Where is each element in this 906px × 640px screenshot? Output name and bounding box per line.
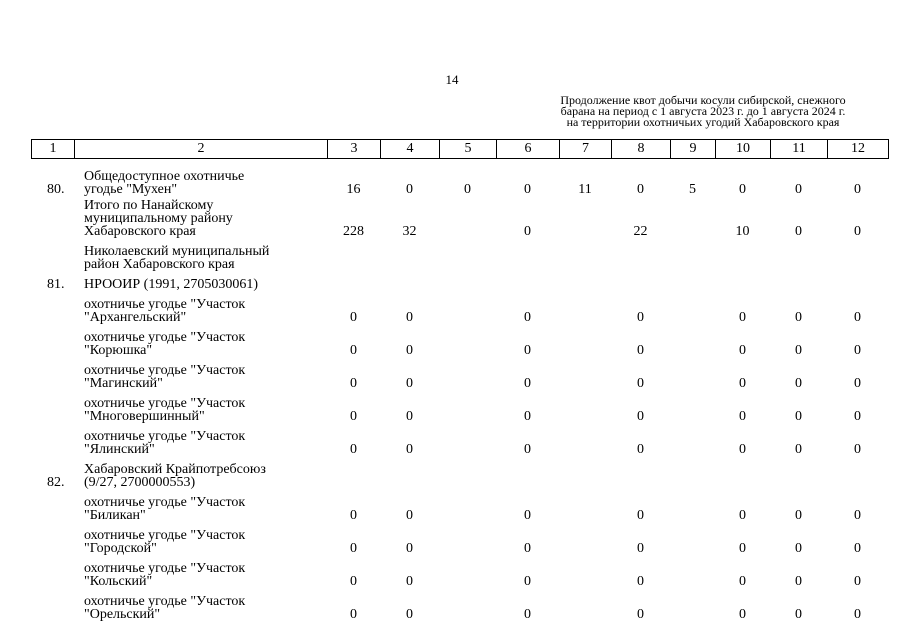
row-name — [74, 196, 327, 238]
cell-col-3: 0 — [350, 376, 357, 391]
cell-col-7 — [559, 390, 611, 423]
cell-col-12: 0 — [854, 409, 861, 424]
cell-col-12: 0 — [854, 343, 861, 358]
row-name-line: "Магинский" — [84, 376, 163, 391]
row-name-line: "Городской" — [84, 541, 157, 556]
cell-col-9: 5 — [689, 182, 696, 197]
cell-col-8 — [611, 456, 670, 489]
cell-col-4 — [380, 271, 439, 291]
cell-col-4: 0 — [406, 376, 413, 391]
cell-col-9 — [670, 291, 715, 324]
cell-col-5 — [439, 423, 496, 456]
column-header-3: 3 — [328, 140, 381, 159]
cell-col-8: 0 — [637, 376, 644, 391]
table-row — [31, 163, 888, 196]
cell-col-10: 10 — [735, 224, 750, 239]
row-number — [31, 291, 74, 324]
table-row — [31, 324, 888, 357]
row-number: 80. — [47, 182, 65, 197]
cell-col-5 — [439, 522, 496, 555]
cell-col-3: 0 — [350, 574, 357, 589]
row-name-line: "Биликан" — [84, 508, 146, 523]
cell-col-7 — [559, 555, 611, 588]
column-header-table — [31, 139, 889, 159]
cell-col-9 — [670, 324, 715, 357]
cell-col-10: 0 — [739, 310, 746, 325]
cell-col-7 — [559, 238, 611, 271]
cell-col-6: 0 — [524, 442, 531, 457]
cell-col-7 — [559, 324, 611, 357]
row-name-line: "Архангельский" — [84, 310, 187, 325]
cell-col-12: 0 — [854, 442, 861, 457]
row-name — [74, 555, 327, 588]
row-number — [31, 489, 74, 522]
column-header-7: 7 — [560, 140, 612, 159]
cell-col-11: 0 — [795, 409, 802, 424]
table-row — [31, 357, 888, 390]
table-row — [31, 423, 888, 456]
row-number — [31, 522, 74, 555]
row-name-line: Общедоступное охотничье — [84, 169, 245, 184]
row-name — [74, 456, 327, 489]
cell-col-8: 0 — [637, 541, 644, 556]
cell-col-9 — [670, 196, 715, 238]
row-name-line: охотничье угодье "Участок — [84, 297, 246, 312]
cell-col-8: 0 — [637, 508, 644, 523]
cell-col-10: 0 — [739, 607, 746, 622]
cell-col-8: 0 — [637, 182, 644, 197]
column-header-9: 9 — [671, 140, 716, 159]
cell-col-12 — [827, 456, 888, 489]
table-row — [31, 555, 888, 588]
row-name-line: охотничье угодье "Участок — [84, 561, 246, 576]
table-row — [31, 522, 888, 555]
row-name-line: угодье "Мухен" — [84, 182, 178, 197]
cell-col-4: 0 — [406, 310, 413, 325]
cell-col-6: 0 — [524, 508, 531, 523]
cell-col-6: 0 — [524, 541, 531, 556]
cell-col-6: 0 — [524, 409, 531, 424]
cell-col-4 — [380, 238, 439, 271]
cell-col-10: 0 — [739, 508, 746, 523]
table-row — [31, 271, 888, 291]
cell-col-11: 0 — [795, 607, 802, 622]
table-row — [31, 238, 888, 271]
cell-col-11: 0 — [795, 224, 802, 239]
row-name — [74, 324, 327, 357]
cell-col-3: 0 — [350, 541, 357, 556]
column-header-4: 4 — [381, 140, 440, 159]
row-number — [31, 555, 74, 588]
column-header-8: 8 — [612, 140, 671, 159]
row-number — [31, 357, 74, 390]
cell-col-7 — [559, 522, 611, 555]
cell-col-10: 0 — [739, 343, 746, 358]
cell-col-8: 22 — [633, 224, 648, 239]
cell-col-4: 0 — [406, 343, 413, 358]
row-name-line: Хабаровский Крайпотребсоюз — [84, 462, 266, 477]
cell-col-3 — [327, 238, 380, 271]
row-number — [31, 238, 74, 271]
cell-col-7 — [559, 357, 611, 390]
row-name — [74, 489, 327, 522]
cell-col-9 — [670, 238, 715, 271]
column-header-row — [32, 140, 889, 159]
cell-col-12 — [827, 238, 888, 271]
cell-col-3: 0 — [350, 442, 357, 457]
cell-col-8: 0 — [637, 607, 644, 622]
cell-col-6 — [496, 271, 559, 291]
row-name-line: (9/27, 2700000553) — [84, 475, 196, 490]
cell-col-12: 0 — [854, 376, 861, 391]
cell-col-10 — [715, 456, 770, 489]
cell-col-7: 11 — [578, 182, 592, 197]
cell-col-7 — [559, 271, 611, 291]
cell-col-11: 0 — [795, 574, 802, 589]
row-name-line: охотничье угодье "Участок — [84, 363, 246, 378]
row-name-line: муниципальному району — [84, 211, 233, 226]
cell-col-4: 0 — [406, 541, 413, 556]
row-name — [74, 522, 327, 555]
cell-col-6: 0 — [524, 607, 531, 622]
row-name-line: "Ялинский" — [84, 442, 155, 457]
cell-col-5 — [439, 555, 496, 588]
cell-col-8 — [611, 271, 670, 291]
row-name-line: охотничье угодье "Участок — [84, 330, 246, 345]
row-number: 82. — [47, 475, 65, 490]
cell-col-4: 0 — [406, 409, 413, 424]
table-row — [31, 291, 888, 324]
cell-col-5 — [439, 324, 496, 357]
row-number — [31, 423, 74, 456]
cell-col-4: 0 — [406, 508, 413, 523]
cell-col-12: 0 — [854, 224, 861, 239]
cell-col-12 — [827, 271, 888, 291]
cell-col-5 — [439, 238, 496, 271]
row-number — [31, 390, 74, 423]
cell-col-7 — [559, 196, 611, 238]
cell-col-8: 0 — [637, 343, 644, 358]
column-header-6: 6 — [497, 140, 560, 159]
cell-col-6: 0 — [524, 343, 531, 358]
cell-col-10: 0 — [739, 376, 746, 391]
row-name — [74, 163, 327, 196]
cell-col-9 — [670, 588, 715, 621]
column-header-11: 11 — [771, 140, 828, 159]
caption-line: барана на период с 1 августа 2023 г. до 1 августа 2024 г. — [560, 104, 846, 118]
cell-col-11: 0 — [795, 541, 802, 556]
cell-col-11: 0 — [795, 376, 802, 391]
row-name-line: "Кольский" — [84, 574, 153, 589]
cell-col-10 — [715, 271, 770, 291]
cell-col-9 — [670, 357, 715, 390]
row-name — [74, 238, 327, 271]
cell-col-11: 0 — [795, 182, 802, 197]
row-name — [74, 357, 327, 390]
table-row — [31, 196, 888, 238]
cell-col-8: 0 — [637, 442, 644, 457]
cell-col-11: 0 — [795, 442, 802, 457]
cell-col-11: 0 — [795, 310, 802, 325]
row-name-line: "Орельский" — [84, 607, 161, 622]
cell-col-3: 0 — [350, 343, 357, 358]
row-name-line: Николаевский муниципальный — [84, 244, 270, 259]
cell-col-6 — [496, 238, 559, 271]
cell-col-5 — [439, 390, 496, 423]
row-name-line: район Хабаровского края — [84, 257, 235, 272]
cell-col-6: 0 — [524, 310, 531, 325]
cell-col-6: 0 — [524, 182, 531, 197]
cell-col-4: 0 — [406, 182, 413, 197]
cell-col-10: 0 — [739, 541, 746, 556]
cell-col-3: 0 — [350, 409, 357, 424]
table-row — [31, 390, 888, 423]
cell-col-11 — [770, 238, 827, 271]
cell-col-3 — [327, 271, 380, 291]
row-name — [74, 588, 327, 621]
cell-col-5: 0 — [464, 182, 471, 197]
cell-col-10 — [715, 238, 770, 271]
row-name — [74, 423, 327, 456]
cell-col-6: 0 — [524, 376, 531, 391]
cell-col-7 — [559, 489, 611, 522]
cell-col-4 — [380, 456, 439, 489]
cell-col-8: 0 — [637, 409, 644, 424]
cell-col-7 — [559, 456, 611, 489]
cell-col-12: 0 — [854, 182, 861, 197]
cell-col-10: 0 — [739, 182, 746, 197]
cell-col-12: 0 — [854, 508, 861, 523]
row-name — [74, 291, 327, 324]
table-row — [31, 588, 888, 621]
cell-col-9 — [670, 271, 715, 291]
row-name-line: НРООИР (1991, 2705030061) — [84, 277, 259, 292]
cell-col-12: 0 — [854, 541, 861, 556]
cell-col-10: 0 — [739, 442, 746, 457]
cell-col-3: 0 — [350, 310, 357, 325]
column-header-10: 10 — [716, 140, 771, 159]
cell-col-12: 0 — [854, 310, 861, 325]
cell-col-9 — [670, 456, 715, 489]
caption-line: Продолжение квот добычи косули сибирской, снежного — [560, 93, 846, 107]
cell-col-11 — [770, 456, 827, 489]
row-name — [74, 390, 327, 423]
quota-table — [31, 163, 888, 621]
column-header-1: 1 — [32, 140, 75, 159]
cell-col-5 — [439, 357, 496, 390]
row-number: 81. — [47, 277, 65, 292]
cell-col-8: 0 — [637, 310, 644, 325]
row-name-line: охотничье угодье "Участок — [84, 594, 246, 609]
cell-col-6: 0 — [524, 224, 531, 239]
row-name — [74, 271, 327, 291]
row-name-line: "Корюшка" — [84, 343, 153, 358]
cell-col-5 — [439, 489, 496, 522]
cell-col-3: 16 — [346, 182, 361, 197]
cell-col-4: 0 — [406, 607, 413, 622]
cell-col-9 — [670, 555, 715, 588]
table-row — [31, 456, 888, 489]
row-number — [31, 324, 74, 357]
cell-col-5 — [439, 271, 496, 291]
cell-col-9 — [670, 390, 715, 423]
column-header-2: 2 — [75, 140, 328, 159]
table-row — [31, 489, 888, 522]
cell-col-5 — [439, 196, 496, 238]
cell-col-5 — [439, 588, 496, 621]
row-name-line: "Многовершинный" — [84, 409, 205, 424]
cell-col-12: 0 — [854, 607, 861, 622]
table-caption — [540, 95, 866, 128]
cell-col-7 — [559, 291, 611, 324]
cell-col-8 — [611, 238, 670, 271]
cell-col-12: 0 — [854, 574, 861, 589]
cell-col-9 — [670, 489, 715, 522]
cell-col-5 — [439, 291, 496, 324]
cell-col-10: 0 — [739, 574, 746, 589]
row-name-line: охотничье угодье "Участок — [84, 396, 246, 411]
cell-col-3: 228 — [343, 224, 364, 239]
cell-col-4: 0 — [406, 442, 413, 457]
caption-line: на территории охотничьих угодий Хабаровского края — [566, 115, 840, 129]
row-name-line: Хабаровского края — [84, 224, 196, 239]
cell-col-8: 0 — [637, 574, 644, 589]
cell-col-11 — [770, 271, 827, 291]
cell-col-7 — [559, 423, 611, 456]
cell-col-11: 0 — [795, 343, 802, 358]
row-number — [31, 588, 74, 621]
cell-col-3: 0 — [350, 508, 357, 523]
cell-col-4: 32 — [402, 224, 417, 239]
page-number: 14 — [445, 72, 459, 87]
row-name-line: охотничье угодье "Участок — [84, 528, 246, 543]
cell-col-9 — [670, 423, 715, 456]
cell-col-7 — [559, 588, 611, 621]
cell-col-4: 0 — [406, 574, 413, 589]
cell-col-6: 0 — [524, 574, 531, 589]
cell-col-5 — [439, 456, 496, 489]
cell-col-3: 0 — [350, 607, 357, 622]
cell-col-6 — [496, 456, 559, 489]
row-name-line: охотничье угодье "Участок — [84, 429, 246, 444]
cell-col-9 — [670, 522, 715, 555]
cell-col-11: 0 — [795, 508, 802, 523]
column-header-12: 12 — [828, 140, 889, 159]
row-name-line: охотничье угодье "Участок — [84, 495, 246, 510]
cell-col-10: 0 — [739, 409, 746, 424]
column-header-5: 5 — [440, 140, 497, 159]
row-number — [31, 196, 74, 238]
cell-col-3 — [327, 456, 380, 489]
row-name-line: Итого по Нанайскому — [84, 198, 214, 213]
